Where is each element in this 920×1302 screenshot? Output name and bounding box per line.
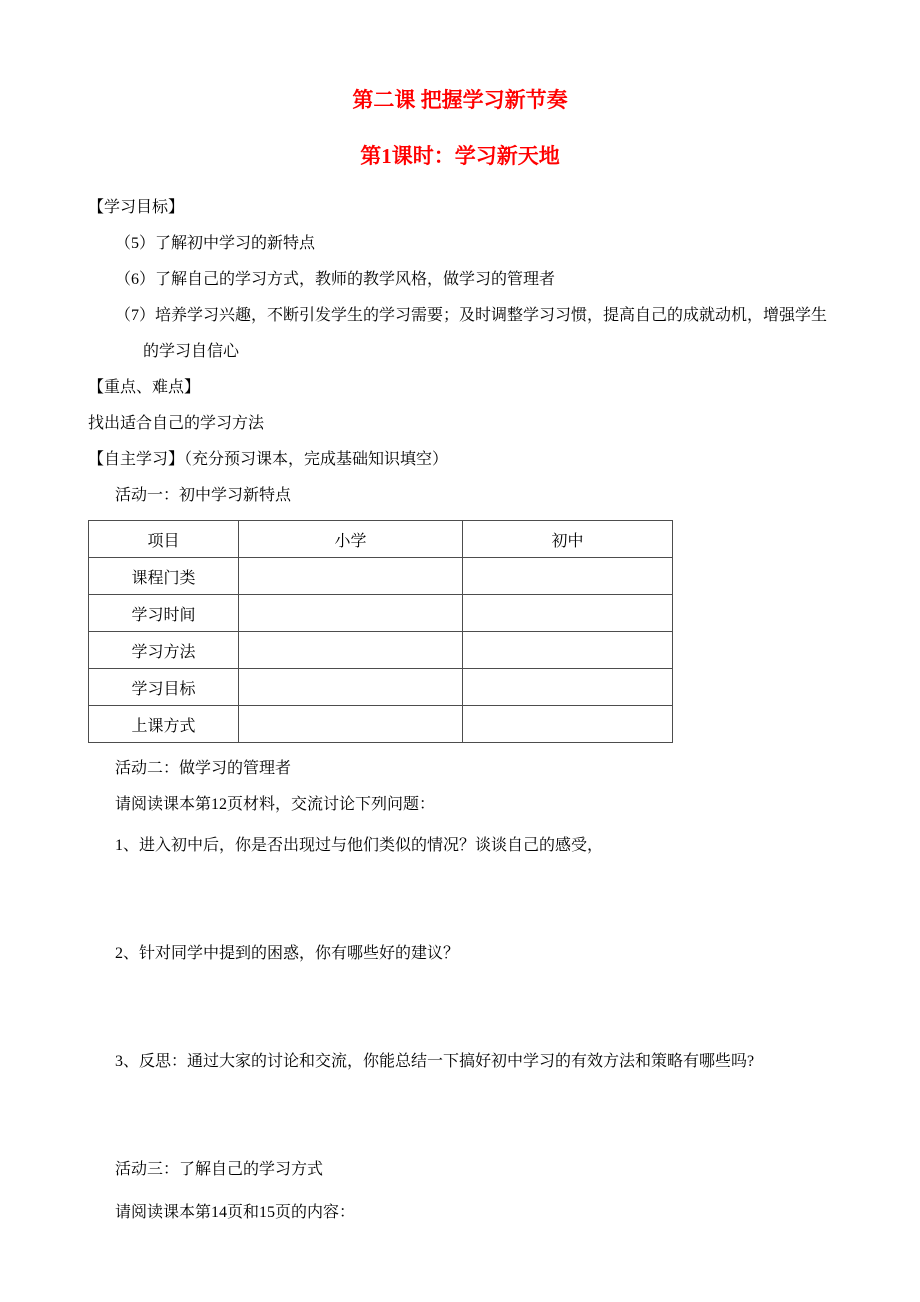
table-header-item: 项目 (89, 521, 239, 558)
table-row (89, 558, 673, 595)
activity3-title: 活动三：了解自己的学习方式 (115, 1161, 324, 1178)
table-row (89, 595, 673, 632)
table-cell-empty (463, 558, 673, 595)
table-cell-empty (239, 558, 463, 595)
key-points-text: 找出适合自己的学习方法 (88, 415, 265, 432)
activity2-intro: 请阅读课本第12页材料，交流讨论下列问题： (115, 796, 436, 813)
key-points-header: 【重点、难点】 (88, 379, 201, 396)
document-title: 第二课 把握学习新节奏 (352, 88, 568, 112)
goal-item: （5）了解初中学习的新特点 (115, 235, 316, 252)
table-row-label: 学习目标 (89, 669, 239, 706)
discussion-question-3: 3、反思：通过大家的讨论和交流，你能总结一下搞好初中学习的有效方法和策略有哪些吗? (115, 1053, 755, 1070)
table-cell-empty (239, 632, 463, 669)
table-header-primary: 小学 (239, 521, 463, 558)
self-study-header: 【自主学习】（充分预习课本，完成基础知识填空） (88, 451, 449, 468)
table-row-label: 上课方式 (89, 706, 239, 743)
table-cell-empty (463, 669, 673, 706)
activity1-table (88, 520, 673, 743)
activity2-title: 活动二：做学习的管理者 (115, 760, 292, 777)
activity1-title: 活动一：初中学习新特点 (115, 487, 292, 504)
table-row (89, 706, 673, 743)
goal-item: （6）了解自己的学习方式，教师的教学风格，做学习的管理者 (115, 271, 556, 288)
table-row-label: 学习时间 (89, 595, 239, 632)
table-row-label: 学习方法 (89, 632, 239, 669)
table-row-label: 课程门类 (89, 558, 239, 595)
table-cell-empty (239, 595, 463, 632)
table-row (89, 632, 673, 669)
document-subtitle: 第1课时：学习新天地 (360, 144, 560, 168)
table-cell-empty (239, 669, 463, 706)
learning-goals-header: 【学习目标】 (88, 199, 185, 216)
activity3-intro: 请阅读课本第14页和15页的内容： (115, 1204, 356, 1221)
learning-goals-list (115, 226, 832, 370)
table-cell-empty (239, 706, 463, 743)
table-header-row (89, 521, 673, 558)
table-cell-empty (463, 595, 673, 632)
table-header-junior: 初中 (463, 521, 673, 558)
discussion-question-2: 2、针对同学中提到的困惑，你有哪些好的建议？ (115, 945, 460, 962)
discussion-question-1: 1、进入初中后，你是否出现过与他们类似的情况？谈谈自己的感受， (115, 837, 604, 854)
table-cell-empty (463, 706, 673, 743)
table-row (89, 669, 673, 706)
table-cell-empty (463, 632, 673, 669)
goal-item: （7）培养学习兴趣，不断引发学生的学习需要；及时调整学习习惯，提高自己的成就动机，增强学生的学习自信心 (115, 307, 828, 360)
